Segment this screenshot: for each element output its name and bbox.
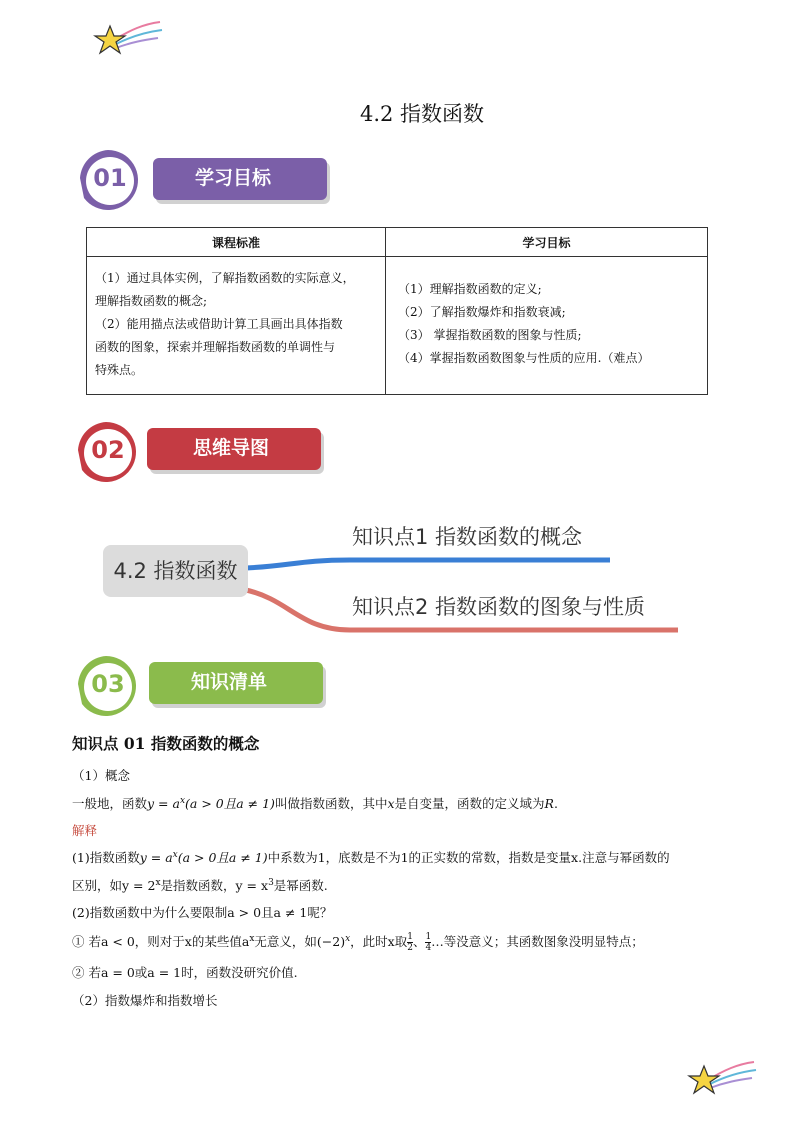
- mindmap-branch-1: 知识点1 指数函数的概念: [352, 525, 583, 549]
- mindmap-root: 4.2 指数函数: [103, 545, 248, 597]
- explain-p1-line2: 区别，如$y = 2^x$是指数函数，$y = x^3$是幂函数.: [72, 877, 328, 893]
- section-label: 学习目标: [153, 158, 327, 200]
- goal-cell: （1）理解指数函数的定义; （2）了解指数爆炸和指数衰减; （3） 掌握指数函数的图象与性质; （4）掌握指数函数图象与性质的应用.（难点）: [386, 257, 708, 395]
- section-label: 思维导图: [147, 428, 321, 470]
- header-standard: 课程标准: [87, 228, 386, 257]
- page-title: 4.2 指数函数: [359, 102, 485, 126]
- standard-cell: （1）通过具体实例，了解指数函数的实际意义， 理解指数函数的概念; （2）能用描点法或借助计算工具画出具体指数 函数的图象，探索并理解指数函数的单调性与 特殊点。: [87, 257, 386, 395]
- header-goal: 学习目标: [386, 228, 708, 257]
- subheading-explosion: （2）指数爆炸和指数增长: [72, 993, 218, 1008]
- explain-item-1: ① 若a < 0，则对于x的某些值$a^x$无意义，如$(-2)^x$，此时x取 $\frac{1}{2}$ 、 $\frac{1}{4}$ …等没意义；其函数图象没明显特点；: [72, 932, 644, 953]
- section-badge-03: [74, 654, 138, 718]
- explain-p1-line1: (1)指数函数$y = a^x(a > 0$且a ≠ 1)中系数为1，底数是不为1的正实数的常数，指数是变量x.注意与幂函数的: [72, 849, 670, 865]
- shooting-star-icon: [686, 1056, 758, 1100]
- shooting-star-icon: [92, 16, 164, 60]
- section-number: 01: [93, 164, 127, 192]
- section-number: 02: [91, 436, 125, 464]
- explain-item-2: ② 若a = 0或a = 1时，函数没研究价值.: [72, 965, 298, 980]
- section-badge-01: [76, 148, 140, 212]
- section-badge-02: [74, 420, 138, 484]
- explain-label: 解释: [72, 823, 98, 838]
- explain-p2: (2)指数函数中为什么要限制a > 0且a ≠ 1呢？: [72, 905, 333, 920]
- subheading-concept: （1）概念: [72, 768, 130, 783]
- knowledge-heading: 知识点 01 指数函数的概念: [72, 734, 260, 753]
- section-number: 03: [91, 670, 125, 698]
- mindmap-branch-2: 知识点2 指数函数的图象与性质: [352, 595, 646, 619]
- section-label: 知识清单: [149, 662, 323, 704]
- branch-1-line: [246, 560, 610, 568]
- goals-table: [86, 227, 708, 395]
- definition-line: 一般地，函数$y = a^x(a > 0$且a ≠ 1)叫做指数函数，其中x是自变量，函数的定义域为R.: [72, 795, 558, 811]
